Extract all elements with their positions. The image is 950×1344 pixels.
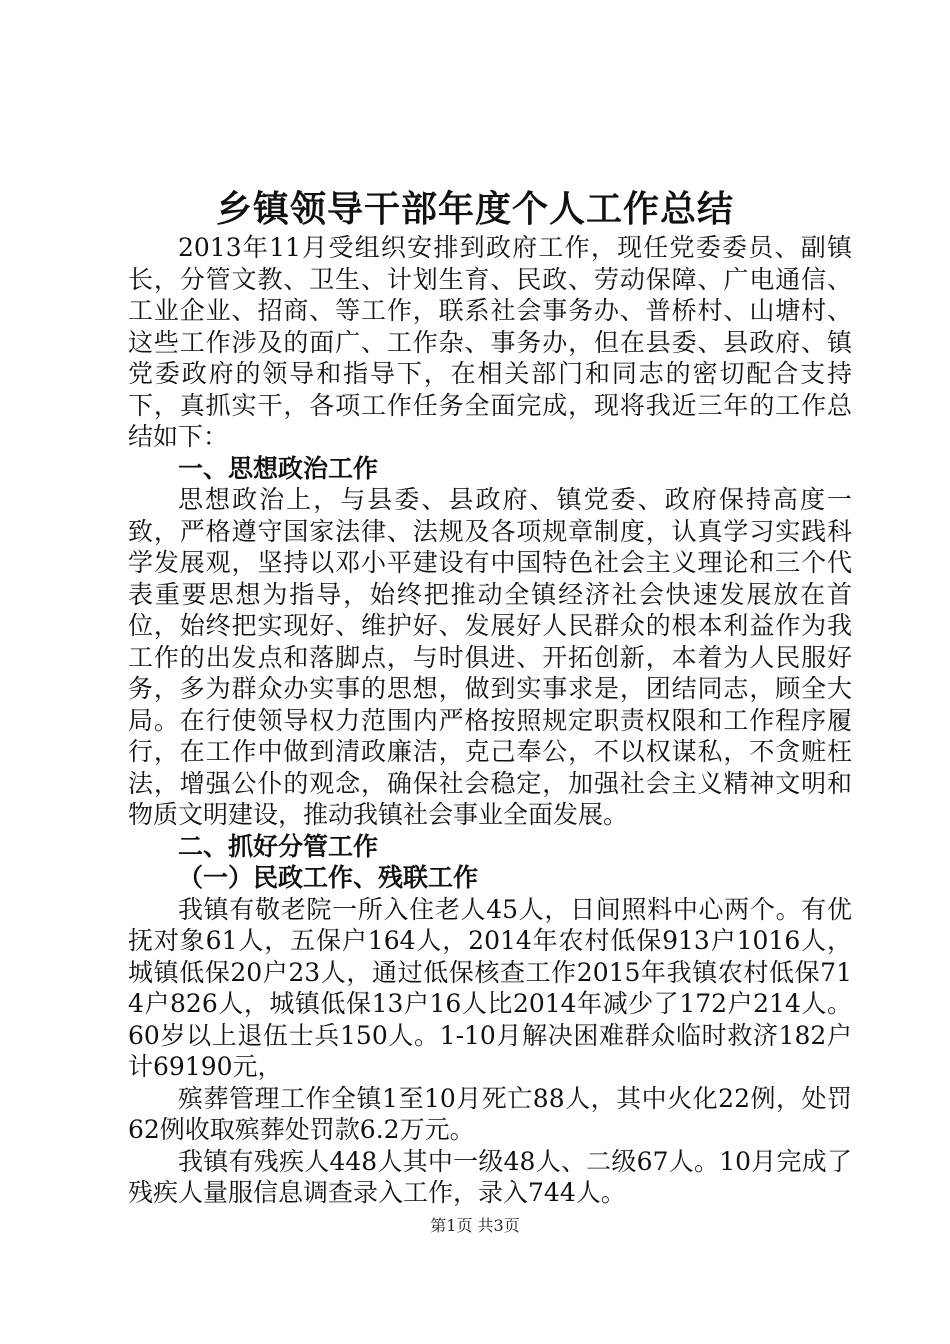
disability-paragraph: 我镇有残疾人448人其中一级48人、二级67人。10月完成了残疾人量服信息调查录入工作，录入744人。: [128, 1146, 852, 1207]
document-title: 乡镇领导干部年度个人工作总结: [215, 188, 734, 230]
page-number-footer: 第1页 共3页: [430, 1216, 520, 1235]
section-heading-managed-work: 二、抓好分管工作: [178, 831, 379, 861]
section-heading-political: 一、思想政治工作: [178, 453, 379, 483]
political-work-paragraph: 思想政治上，与县委、县政府、镇党委、政府保持高度一致，严格遵守国家法律、法规及各项规章制度，认真学习实践科学发展观，坚持以邓小平建设有中国特色社会主义理论和三个代表重要思想为指导，始终把推动全镇经济社会快速发展放在首位，始终把实现好、维护好、发展好人民群众的根本利益作为我工作的出发点和落脚点，与时俱进、开拓创新，本着为人民服好务，多为群众办实事的思想，做到实事求是，团结同志，顾全大局。在行使领导权力范围内严格按照规定职责权限和工作程序履行，在工作中做到清政廉洁，克己奉公，不以权谋私，不贪赃枉法，增强公仆的观念，确保社会稳定，加强社会主义精神文明和物质文明建设，推动我镇社会事业全面发展。: [128, 485, 852, 829]
document-body: [128, 232, 852, 1209]
civil-affairs-paragraph: 我镇有敬老院一所入住老人45人，日间照料中心两个。有优抚对象61人，五保户164人，2014年农村低保913户1016人，城镇低保20户23人，通过低保核查工作2015年我镇农村低保714户826人，城镇低保13户16人比2014年减少了172户214人。60岁以上退伍士兵150人。1-10月解决困难群众临时救济182户计69190元，: [128, 894, 852, 1081]
funeral-management-paragraph: 殡葬管理工作全镇1至10月死亡88人，其中火化22例，处罚62例收取殡葬处罚款6.2万元。: [128, 1083, 852, 1144]
intro-paragraph: 2013年11月受组织安排到政府工作，现任党委委员、副镇长，分管文教、卫生、计划生育、民政、劳动保障、广电通信、工业企业、招商、等工作，联系社会事务办、普桥村、山塘村、这些工作涉及的面广、工作杂、事务办，但在县委、县政府、镇党委政府的领导和指导下，在相关部门和同志的密切配合支持下，真抓实干，各项工作任务全面完成，现将我近三年的工作总结如下：: [128, 233, 852, 451]
subsection-heading-civil-affairs: （一）民政工作、残联工作: [178, 863, 479, 892]
